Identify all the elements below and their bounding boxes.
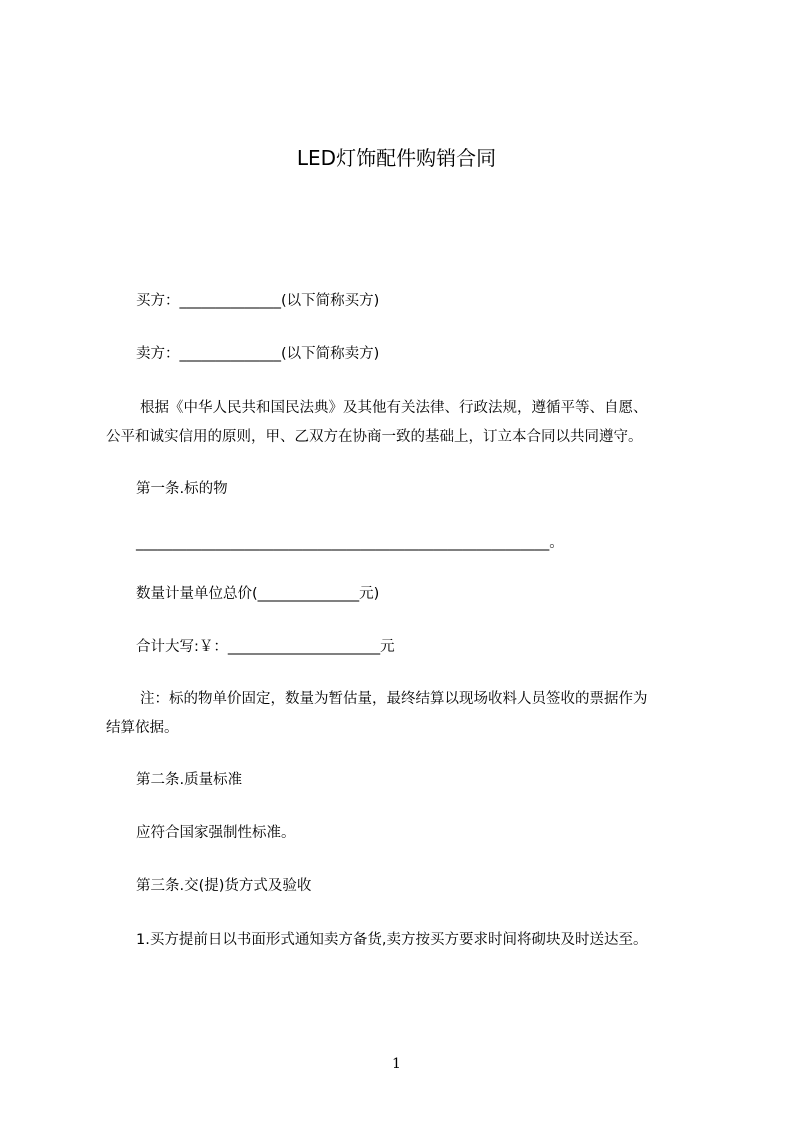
- buyer-line: 买方：______________(以下简称买方): [136, 293, 380, 309]
- note-line-2: 结算依据。: [106, 720, 179, 736]
- article-1-blank: _________________________________________________________。: [136, 535, 564, 551]
- article-2-heading: 第二条.质量标准: [136, 772, 243, 788]
- preamble-line-1: 根据《中华人民共和国民法典》及其他有关法律、行政法规，遵循平等、自愿、: [140, 400, 648, 416]
- preamble-line-2: 公平和诚实信用的原则，甲、乙双方在协商一致的基础上，订立本合同以共同遵守。: [106, 429, 643, 445]
- article-3-item-1: 1.买方提前日以书面形式通知卖方备货,卖方按买方要求时间将砌块及时送达至。: [136, 932, 648, 948]
- article-2-text: 应符合国家强制性标准。: [136, 825, 296, 841]
- article-1-heading: 第一条.标的物: [136, 481, 228, 497]
- document-title: LED灯饰配件购销合同: [296, 146, 497, 170]
- page-number: 1: [392, 1056, 401, 1072]
- total-line: 合计大写:￥：_____________________元: [136, 639, 395, 655]
- article-3-heading: 第三条.交(提)货方式及验收: [136, 878, 312, 894]
- seller-line: 卖方：______________(以下简称卖方): [136, 346, 380, 362]
- quantity-line: 数量计量单位总价(______________元): [136, 586, 380, 602]
- note-line-1: 注：标的物单价固定，数量为暂估量，最终结算以现场收料人员签收的票据作为: [140, 691, 648, 707]
